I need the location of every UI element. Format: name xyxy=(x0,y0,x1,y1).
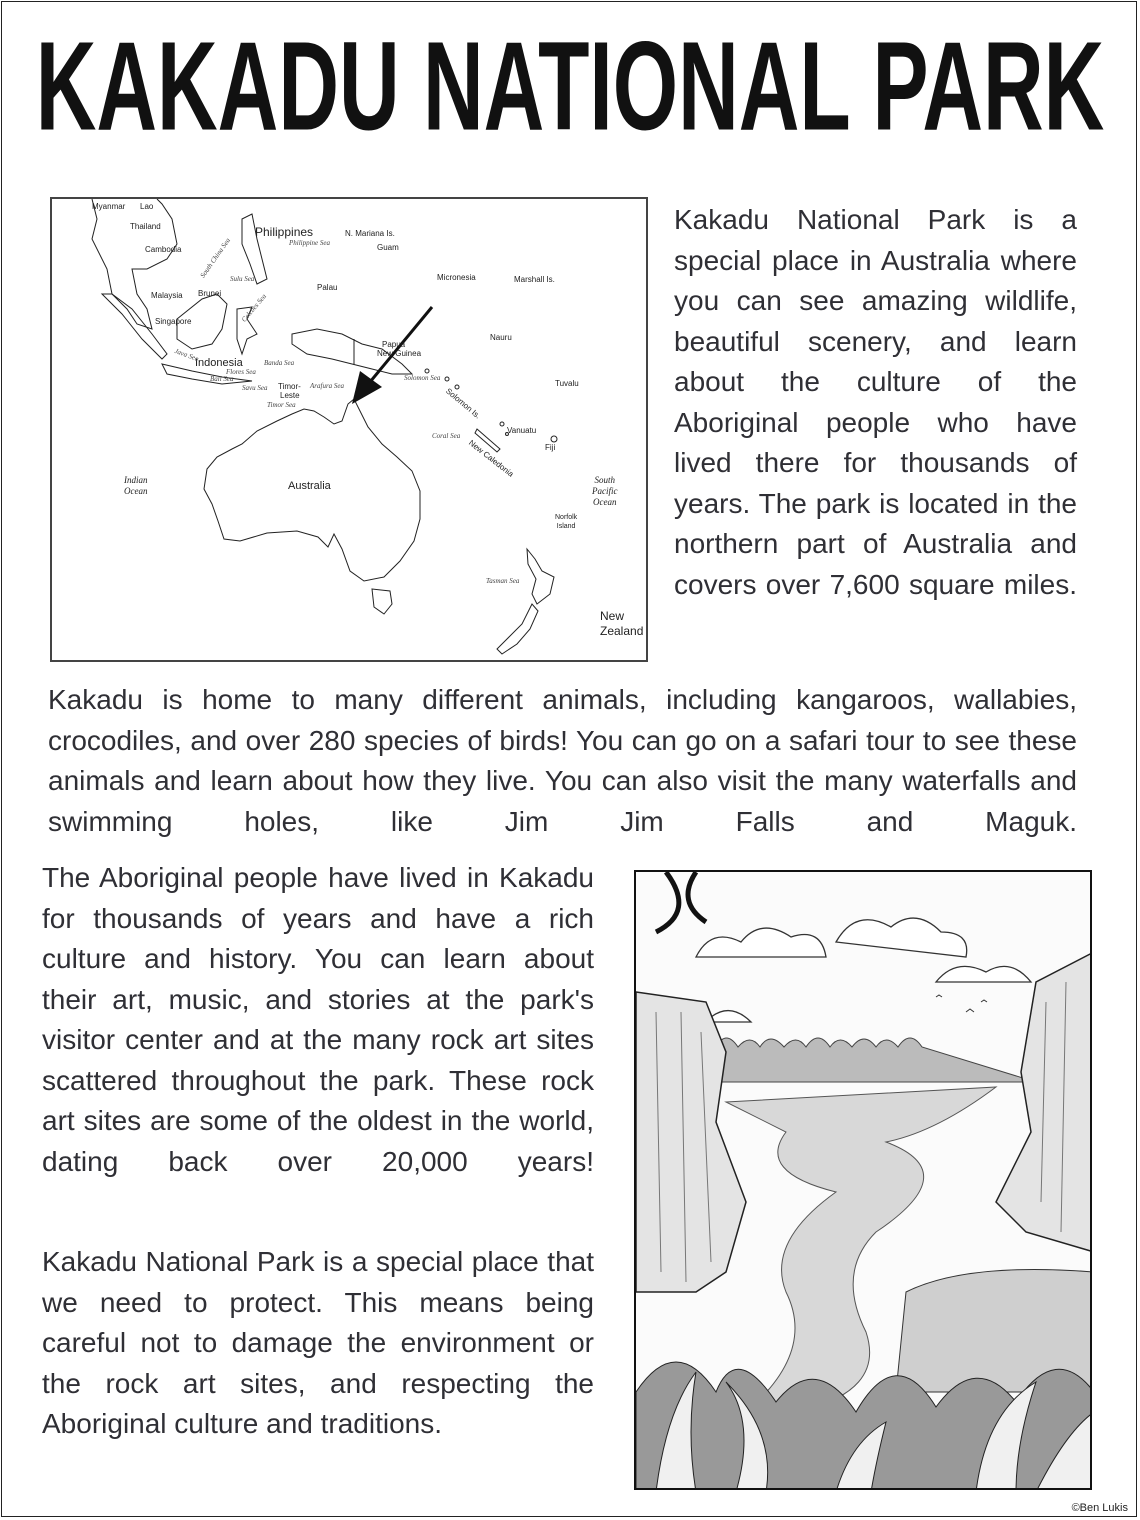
map-label-australia: Australia xyxy=(288,480,331,492)
landscape-drawing xyxy=(636,872,1092,1490)
map-label: Philippines xyxy=(255,225,314,239)
copyright-credit: ©Ben Lukis xyxy=(1071,1502,1128,1514)
map-label: Banda Sea xyxy=(264,359,295,367)
protect-paragraph: Kakadu National Park is a special place that we need to protect. This means being careful not to damage the environment or the rock art sites, and respecting the Aboriginal culture and traditions. xyxy=(42,1246,594,1439)
map-label: Fiji xyxy=(545,443,556,452)
map-label: Lao xyxy=(140,202,154,211)
map-label: Solomon Sea xyxy=(404,374,441,382)
map-label: Philippine Sea xyxy=(289,239,331,247)
map-label: Island xyxy=(556,523,576,530)
map-label-south-pacific-ocean xyxy=(592,475,618,508)
map-label: Micronesia xyxy=(437,273,476,282)
map-label: Flores Sea xyxy=(226,368,256,376)
map-label: Thailand xyxy=(130,222,161,231)
map-label: Sulu Sea xyxy=(230,275,255,283)
map-label: Savu Sea xyxy=(242,384,268,392)
map-label: Ocean xyxy=(124,486,148,496)
kakadu-landscape-illustration xyxy=(634,870,1092,1490)
map-label: Celebes Sea xyxy=(240,292,269,324)
page-title: KAKADU NATIONAL PARK xyxy=(35,15,1105,157)
map-label: Zealand xyxy=(600,624,644,638)
map-label: Singapore xyxy=(155,317,192,326)
wildlife-paragraph: Kakadu is home to many different animals, including kangaroos, wallabies, crocodiles, and over 280 species of birds! You can go on a safari tour to see these animals and learn about how they live. You can also visit the many waterfalls and swimming holes, like Jim Jim Falls and Maguk. xyxy=(48,684,1077,837)
map-label-new-zealand xyxy=(600,609,643,639)
map-label: Indonesia xyxy=(195,357,243,369)
map-label: Brunei xyxy=(198,289,222,298)
map-label: Myanmar xyxy=(92,202,126,211)
intro-paragraph: Kakadu National Park is a special place in Australia where you can see amazing wildlife, beautiful scenery, and learn about the culture of the Aboriginal people who have lived there for thousands of years. The park is located in the northern part of Australia and covers over 7,600 square miles. xyxy=(674,204,1077,600)
map-label: Malaysia xyxy=(151,291,183,300)
map-label: Timor- xyxy=(278,382,301,391)
map-label: Cambodia xyxy=(145,245,182,254)
map-label: N. Mariana Is. xyxy=(345,229,395,238)
map-label: Pacific xyxy=(592,486,618,496)
map-label: Leste xyxy=(280,391,300,400)
map-drawing xyxy=(52,199,648,662)
map-label: Tasman Sea xyxy=(486,577,520,585)
map-label: Timor Sea xyxy=(267,401,296,409)
map-label: Indian xyxy=(124,475,148,485)
map-label: Bali Sea xyxy=(210,375,234,383)
map-label: Arafura Sea xyxy=(310,382,345,390)
map-label: Coral Sea xyxy=(432,432,461,440)
map-label: Nauru xyxy=(490,333,512,342)
map-label: Papua xyxy=(382,340,406,349)
map-label-indian-ocean xyxy=(124,475,148,497)
map-label: South China Sea xyxy=(198,236,232,280)
map-label: Tuvalu xyxy=(555,379,579,388)
map-label: Java Sea xyxy=(173,346,200,364)
map-label: New xyxy=(600,609,625,623)
map-label: Guam xyxy=(377,243,399,252)
map-label-norfolk xyxy=(555,513,577,531)
map-label: Marshall Is. xyxy=(514,275,555,284)
map-label: Solomon Is. xyxy=(444,386,483,421)
map-label: New Guinea xyxy=(377,349,422,358)
location-map xyxy=(50,197,648,662)
map-label: Vanuatu xyxy=(507,426,537,435)
map-label: South xyxy=(594,475,615,485)
map-label: New Caledonia xyxy=(466,438,516,479)
map-label: Norfolk xyxy=(555,514,578,521)
culture-paragraph: The Aboriginal people have lived in Kakadu for thousands of years and have a rich culture and history. You can learn about their art, music, and stories at the park's visitor center and at the many rock art sites scattered throughout the park. These rock art sites are some of the oldest in the world, dating back over 20,000 years! xyxy=(42,862,594,1177)
map-label: Palau xyxy=(317,283,338,292)
map-label: Ocean xyxy=(593,497,617,507)
